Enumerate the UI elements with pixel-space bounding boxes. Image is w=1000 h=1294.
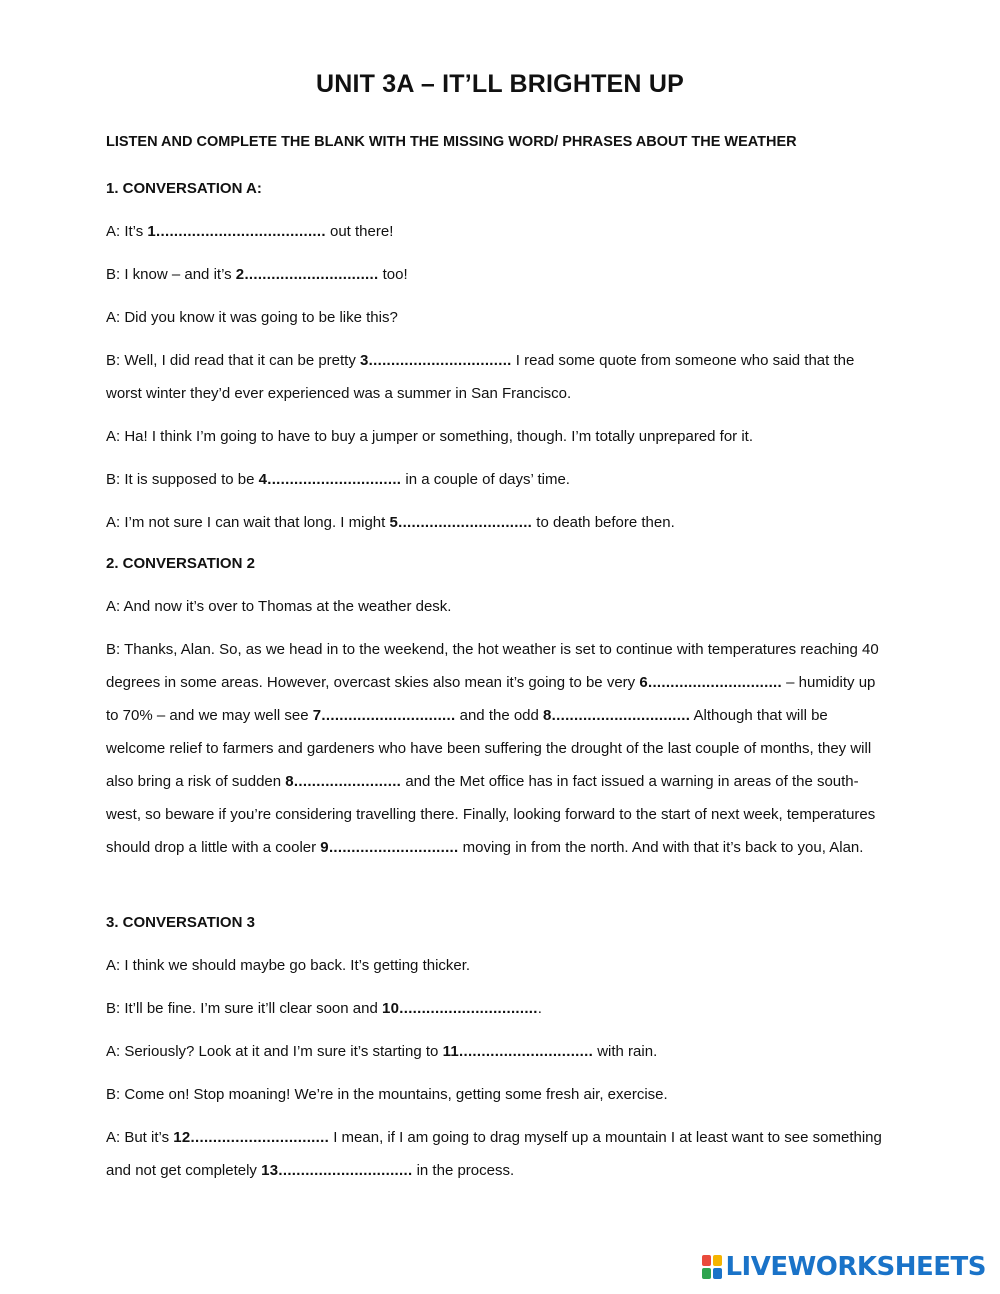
blank-12[interactable]: 12............................... (173, 1129, 330, 1146)
line-text: with rain. (593, 1043, 658, 1060)
line-text: and the odd (455, 707, 544, 724)
conversation-a-section (106, 172, 886, 549)
conversation-3-line-2 (106, 992, 886, 1025)
blank-2[interactable]: 2.............................. (235, 266, 379, 283)
line-text: in a couple of days’ time. (401, 471, 570, 488)
line-text: Although that will be welcome relief to farmers and gardeners who have been suffering the drought of the last couple of months, they will also bring a risk of sudden (106, 707, 872, 790)
conversation-3-line-3 (106, 1035, 886, 1068)
line-text: B: I know – and it’s (106, 266, 236, 283)
line-text: in the process. (412, 1162, 515, 1179)
line-text: B: Well, I did read that it can be pretty (106, 352, 361, 369)
line-text: . (537, 1000, 542, 1017)
blank-13[interactable]: 13.............................. (261, 1162, 413, 1179)
conversation-a-line-6 (106, 463, 886, 496)
liveworksheets-logo (702, 1252, 986, 1282)
blank-11[interactable]: 11.............................. (442, 1043, 594, 1060)
page-title: UNIT 3A – IT’LL BRIGHTEN UP (316, 70, 684, 98)
line-text: too! (378, 266, 408, 283)
blank-4[interactable]: 4.............................. (258, 471, 402, 488)
logo-text: LIVEWORKSHEETS (725, 1252, 986, 1282)
line-text: – humidity up to 70% – and we may well see (106, 674, 876, 724)
blank-6[interactable]: 6.............................. (639, 674, 782, 691)
conversation-a-line-1 (106, 215, 886, 248)
line-text: I mean, if I am going to drag myself up a mountain I at least want to see something and not get completely (106, 1129, 882, 1179)
conversation-3-line-4: B: Come on! Stop moaning! We’re in the mountains, getting some fresh air, exercise. (106, 1086, 668, 1103)
line-text: A: But it’s (106, 1129, 174, 1146)
line-text: and the Met office has in fact issued a warning in areas of the south-west, so beware if you’re considering travelling there. Finally, looking forward to the start of next week, temperatures should drop a little with a cooler (106, 773, 876, 856)
conversation-3-line-5 (106, 1121, 886, 1187)
line-text: A: I’m not sure I can wait that long. I might (106, 514, 390, 531)
conversation-3-section (106, 906, 886, 1197)
conversation-a-heading: 1. CONVERSATION A: (106, 180, 262, 197)
conversation-3-line-1: A: I think we should maybe go back. It’s getting thicker. (106, 957, 471, 974)
blank-9[interactable]: 9............................. (320, 839, 459, 856)
conversation-a-line-7 (106, 506, 886, 539)
line-text: A: Seriously? Look at it and I’m sure it’s starting to (106, 1043, 443, 1060)
line-text: A: It’s (106, 223, 148, 240)
line-text: out there! (325, 223, 394, 240)
conversation-2-heading: 2. CONVERSATION 2 (106, 555, 255, 572)
conversation-2-paragraph (106, 633, 886, 864)
line-text: moving in from the north. And with that it’s back to you, Alan. (458, 839, 864, 856)
conversation-3-heading: 3. CONVERSATION 3 (106, 914, 255, 931)
line-text: B: It is supposed to be (106, 471, 259, 488)
blank-1[interactable]: 1...................................... (147, 223, 326, 240)
line-text: I read some quote from someone who said that the worst winter they’d ever experienced was a summer in San Francisco. (106, 352, 855, 402)
conversation-2-line-1: A: And now it’s over to Thomas at the weather desk. (106, 598, 452, 615)
conversation-a-line-4 (106, 344, 886, 410)
line-text: to death before then. (532, 514, 675, 531)
line-text: B: Thanks, Alan. So, as we head in to the weekend, the hot weather is set to continue with temperatures reaching 40 degrees in some areas. However, overcast skies also mean it’s going to be very (106, 641, 879, 691)
instruction-text: LISTEN AND COMPLETE THE BLANK WITH THE MISSING WORD/ PHRASES ABOUT THE WEATHER (106, 134, 797, 150)
liveworksheets-logo-icon (702, 1255, 722, 1279)
blank-8a[interactable]: 8............................... (543, 707, 691, 724)
blank-10[interactable]: 10............................... (381, 1000, 538, 1017)
conversation-a-line-5: A: Ha! I think I’m going to have to buy a jumper or something, though. I’m totally unprepared for it. (106, 428, 754, 445)
conversation-2-section (106, 547, 886, 874)
blank-7[interactable]: 7.............................. (312, 707, 456, 724)
blank-8b[interactable]: 8........................ (285, 773, 402, 790)
conversation-a-line-2 (106, 258, 886, 291)
blank-5[interactable]: 5.............................. (389, 514, 533, 531)
line-text: B: It’ll be fine. I’m sure it’ll clear soon and (106, 1000, 382, 1017)
conversation-a-line-3: A: Did you know it was going to be like this? (106, 309, 398, 326)
blank-3[interactable]: 3................................ (360, 352, 512, 369)
